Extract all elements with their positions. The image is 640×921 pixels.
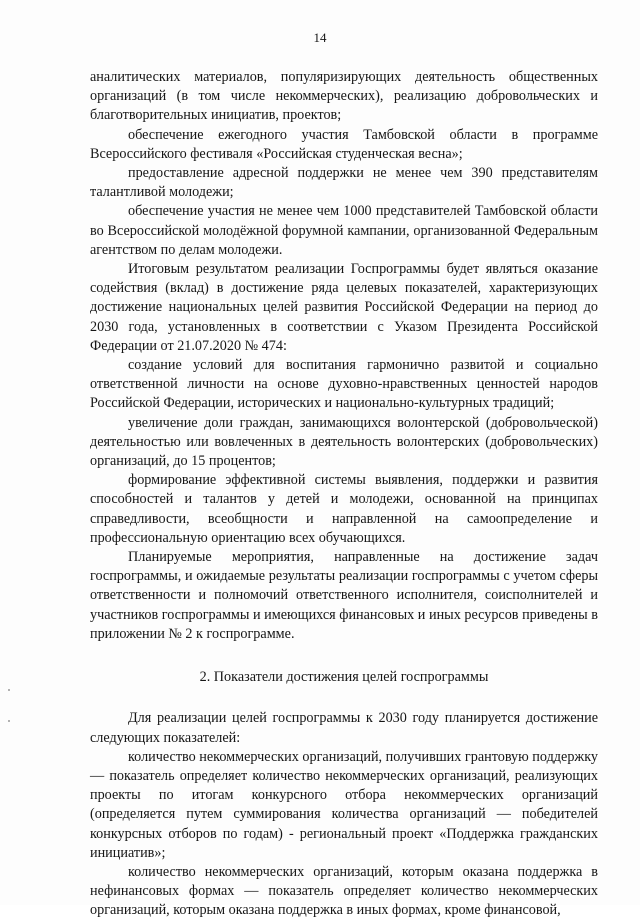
scan-speck [8,689,10,691]
paragraph: количество некоммерческих организаций, которым оказана поддержка в нефинансовых формах — показатель определяет количество некоммерческих организаций, которым оказана поддержка в иных формах, кроме финансовой, [90,863,598,919]
paragraph: количество некоммерческих организаций, получивших грантовую поддержку — показатель определяет количество некоммерческих организаций, реализующих проекты по итогам конкурсного отбора некоммерческих организаций (определяется путем суммирования количества организаций — победителей конкурсных отборов по годам) - региональный проект «Поддержка гражданских инициатив»; [90,748,598,861]
paragraph-continuation: аналитических материалов, популяризирующих деятельность общественных организаций (в том числе некоммерческих), реализацию добровольческих и благотворительных инициатив, проектов; [90,69,598,124]
paragraph: предоставление адресной поддержки не менее чем 390 представителям талантливой молодежи; [90,165,598,201]
scan-speck [8,720,10,722]
page-number: 14 [313,30,327,45]
paragraph: формирование эффективной системы выявления, поддержки и развития способностей и талантов у детей и молодежи, основанной на принципах справедливости, всеобщности и направленной на самоопределение и профессиональную ориентацию всех обучающихся. [90,472,598,546]
paragraph: Для реализации целей госпрограммы к 2030 году планируется достижение следующих показателей: [90,710,598,746]
section-heading: 2. Показатели достижения целей госпрограммы [199,669,489,686]
paragraph: создание условий для воспитания гармонично развитой и социально ответственной личности на основе духовно-нравственных ценностей народов Российской Федерации, исторических и национально-культурных традиций; [90,357,598,412]
paragraph: обеспечение ежегодного участия Тамбовской области в программе Всероссийского фестиваля «Российская студенческая весна»; [90,126,598,162]
paragraph: увеличение доли граждан, занимающихся волонтерской (добровольческой) деятельностью или вовлеченных в деятельность волонтерских (добровольческих) организаций, до 15 процентов; [90,414,598,470]
document-body [90,68,598,921]
paragraph: Планируемые мероприятия, направленные на достижение задач госпрограммы, и ожидаемые результаты реализации госпрограммы с учетом сферы ответственности и полномочий ответственного исполнителя, соисполнителей и участников госпрограммы и имеющихся финансовых и иных ресурсов приведены в приложении № 2 к госпрограмме. [90,549,598,642]
paragraph: обеспечение участия не менее чем 1000 представителей Тамбовской области во Всероссийской молодёжной форумной кампании, организованной Федеральным агентством по делам молодежи. [90,203,598,258]
paragraph: Итоговым результатом реализации Госпрограммы будет являться оказание содействия (вклад) в достижение ряда целевых показателей, характеризующих достижение национальных целей развития Российской Федерации на период до 2030 года, установленных в соответствии с Указом Президента Российской Федерации от 21.07.2020 № 474: [90,261,598,354]
